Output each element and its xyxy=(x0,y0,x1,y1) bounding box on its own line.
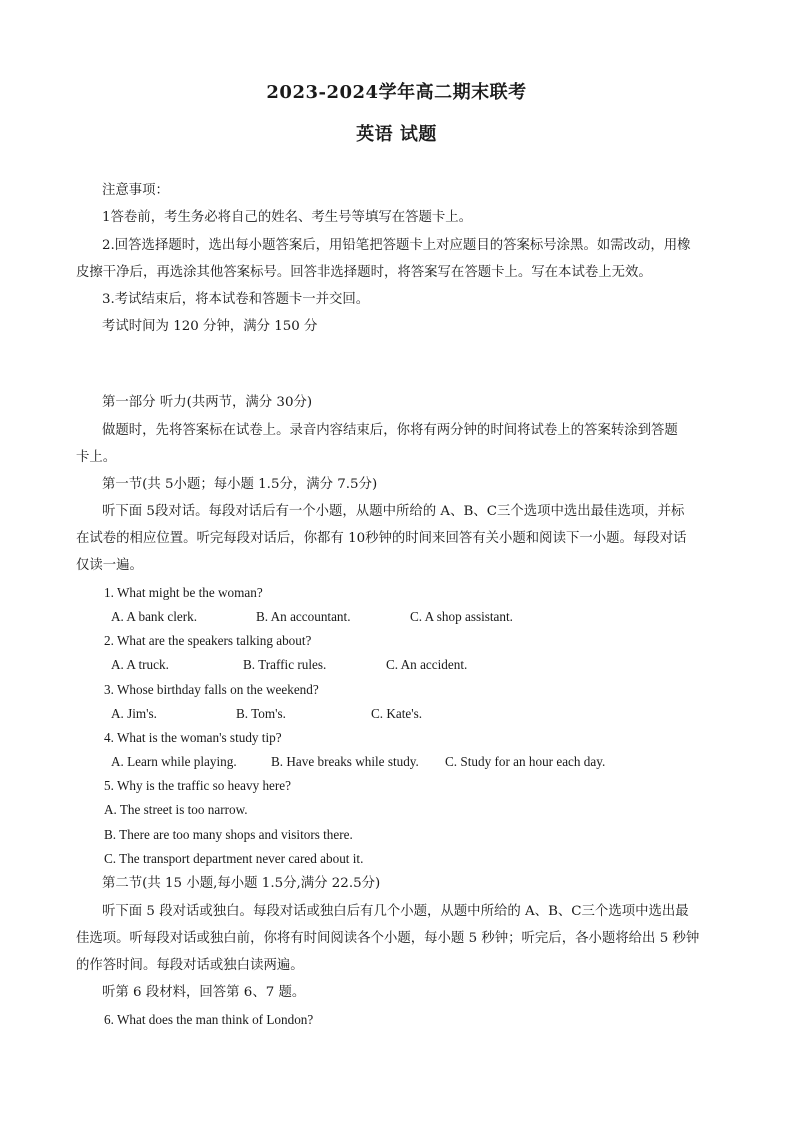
section1-heading: 第一节(共 5小题；每小题 1.5分，满分 7.5分) xyxy=(102,477,378,492)
notes-heading: 注意事项： xyxy=(102,183,169,198)
question-5-option-b: B. There are too many shops and visitors there. xyxy=(104,827,353,842)
part1-instruction-line-1: 做题时，先将答案标在试卷上。录音内容结束后，你将有两分钟的时间将试卷上的答案转涂到答题 xyxy=(102,423,678,438)
question-3-option-b: B. Tom's. xyxy=(236,706,286,721)
question-2-option-c: C. An accident. xyxy=(386,657,468,672)
notes-item-2-cont: 皮擦干净后，再选涂其他答案标号。回答非选择题时，将答案写在答题卡上。写在本试卷上无效。 xyxy=(76,265,652,280)
question-3-option-a: A. Jim's. xyxy=(111,706,157,721)
section2-instruction-line-2: 佳选项。听每段对话或独白前，你将有时间阅读各个小题，每小题 5 秒钟；听完后，各小题将给出 5 秒钟 xyxy=(76,931,700,946)
section2-instruction-line-3: 的作答时间。每段对话或独白读两遍。 xyxy=(76,958,304,973)
exam-subtitle: 英语 试题 xyxy=(356,124,437,145)
section1-instruction-line-1: 听下面 5段对话。每段对话后有一个小题，从题中所给的 A、B、C三个选项中选出最佳选项，并标 xyxy=(102,504,685,519)
question-1-option-a: A. A bank clerk. xyxy=(111,609,198,624)
section2-instruction-line-1: 听下面 5 段对话或独白。每段对话或独白后有几个小题，从题中所给的 A、B、C三个选项中选出最 xyxy=(102,904,689,919)
question-5-option-c: C. The transport department never cared about it. xyxy=(104,851,364,866)
material-intro: 听第 6 段材料，回答第 6、7 题。 xyxy=(102,985,306,1000)
section1-instruction-line-2: 在试卷的相应位置。听完每段对话后，你都有 10秒钟的时间来回答有关小题和阅读下一小题。每段对话 xyxy=(76,531,687,546)
question-2-option-b: B. Traffic rules. xyxy=(243,657,327,672)
exam-title: 2023-2024学年高二期末联考 xyxy=(266,82,527,103)
time-info: 考试时间为 120 分钟，满分 150 分 xyxy=(102,319,318,334)
question-1: 1. What might be the woman? xyxy=(104,585,263,600)
part1-heading: 第一部分 听力(共两节，满分 30分) xyxy=(102,395,313,410)
section2-heading: 第二节(共 15 小题,每小题 1.5分,满分 22.5分) xyxy=(102,876,381,891)
question-1-option-b: B. An accountant. xyxy=(256,609,351,624)
notes-item-1: 1答卷前，考生务必将自己的姓名、考生号等填写在答题卡上。 xyxy=(102,210,473,225)
question-6: 6. What does the man think of London? xyxy=(104,1012,314,1027)
question-5: 5. Why is the traffic so heavy here? xyxy=(104,778,292,793)
question-5-option-a: A. The street is too narrow. xyxy=(104,802,248,817)
notes-item-2: 2.回答选择题时，选出每小题答案后，用铅笔把答题卡上对应题目的答案标号涂黑。如需改动，用橡 xyxy=(102,238,691,253)
question-2-option-a: A. A truck. xyxy=(111,657,169,672)
part1-instruction-line-2: 卡上。 xyxy=(76,450,117,465)
question-3-option-c: C. Kate's. xyxy=(371,706,423,721)
question-4-option-a: A. Learn while playing. xyxy=(111,754,237,769)
notes-item-3: 3.考试结束后，将本试卷和答题卡一并交回。 xyxy=(102,292,370,307)
question-2: 2. What are the speakers talking about? xyxy=(104,633,312,648)
section1-instruction-line-3: 仅读一遍。 xyxy=(76,558,143,573)
question-4-option-b: B. Have breaks while study. xyxy=(271,754,419,769)
question-4-option-c: C. Study for an hour each day. xyxy=(445,754,606,769)
question-4: 4. What is the woman's study tip? xyxy=(104,730,282,745)
question-1-option-c: C. A shop assistant. xyxy=(410,609,513,624)
question-3: 3. Whose birthday falls on the weekend? xyxy=(104,682,319,697)
